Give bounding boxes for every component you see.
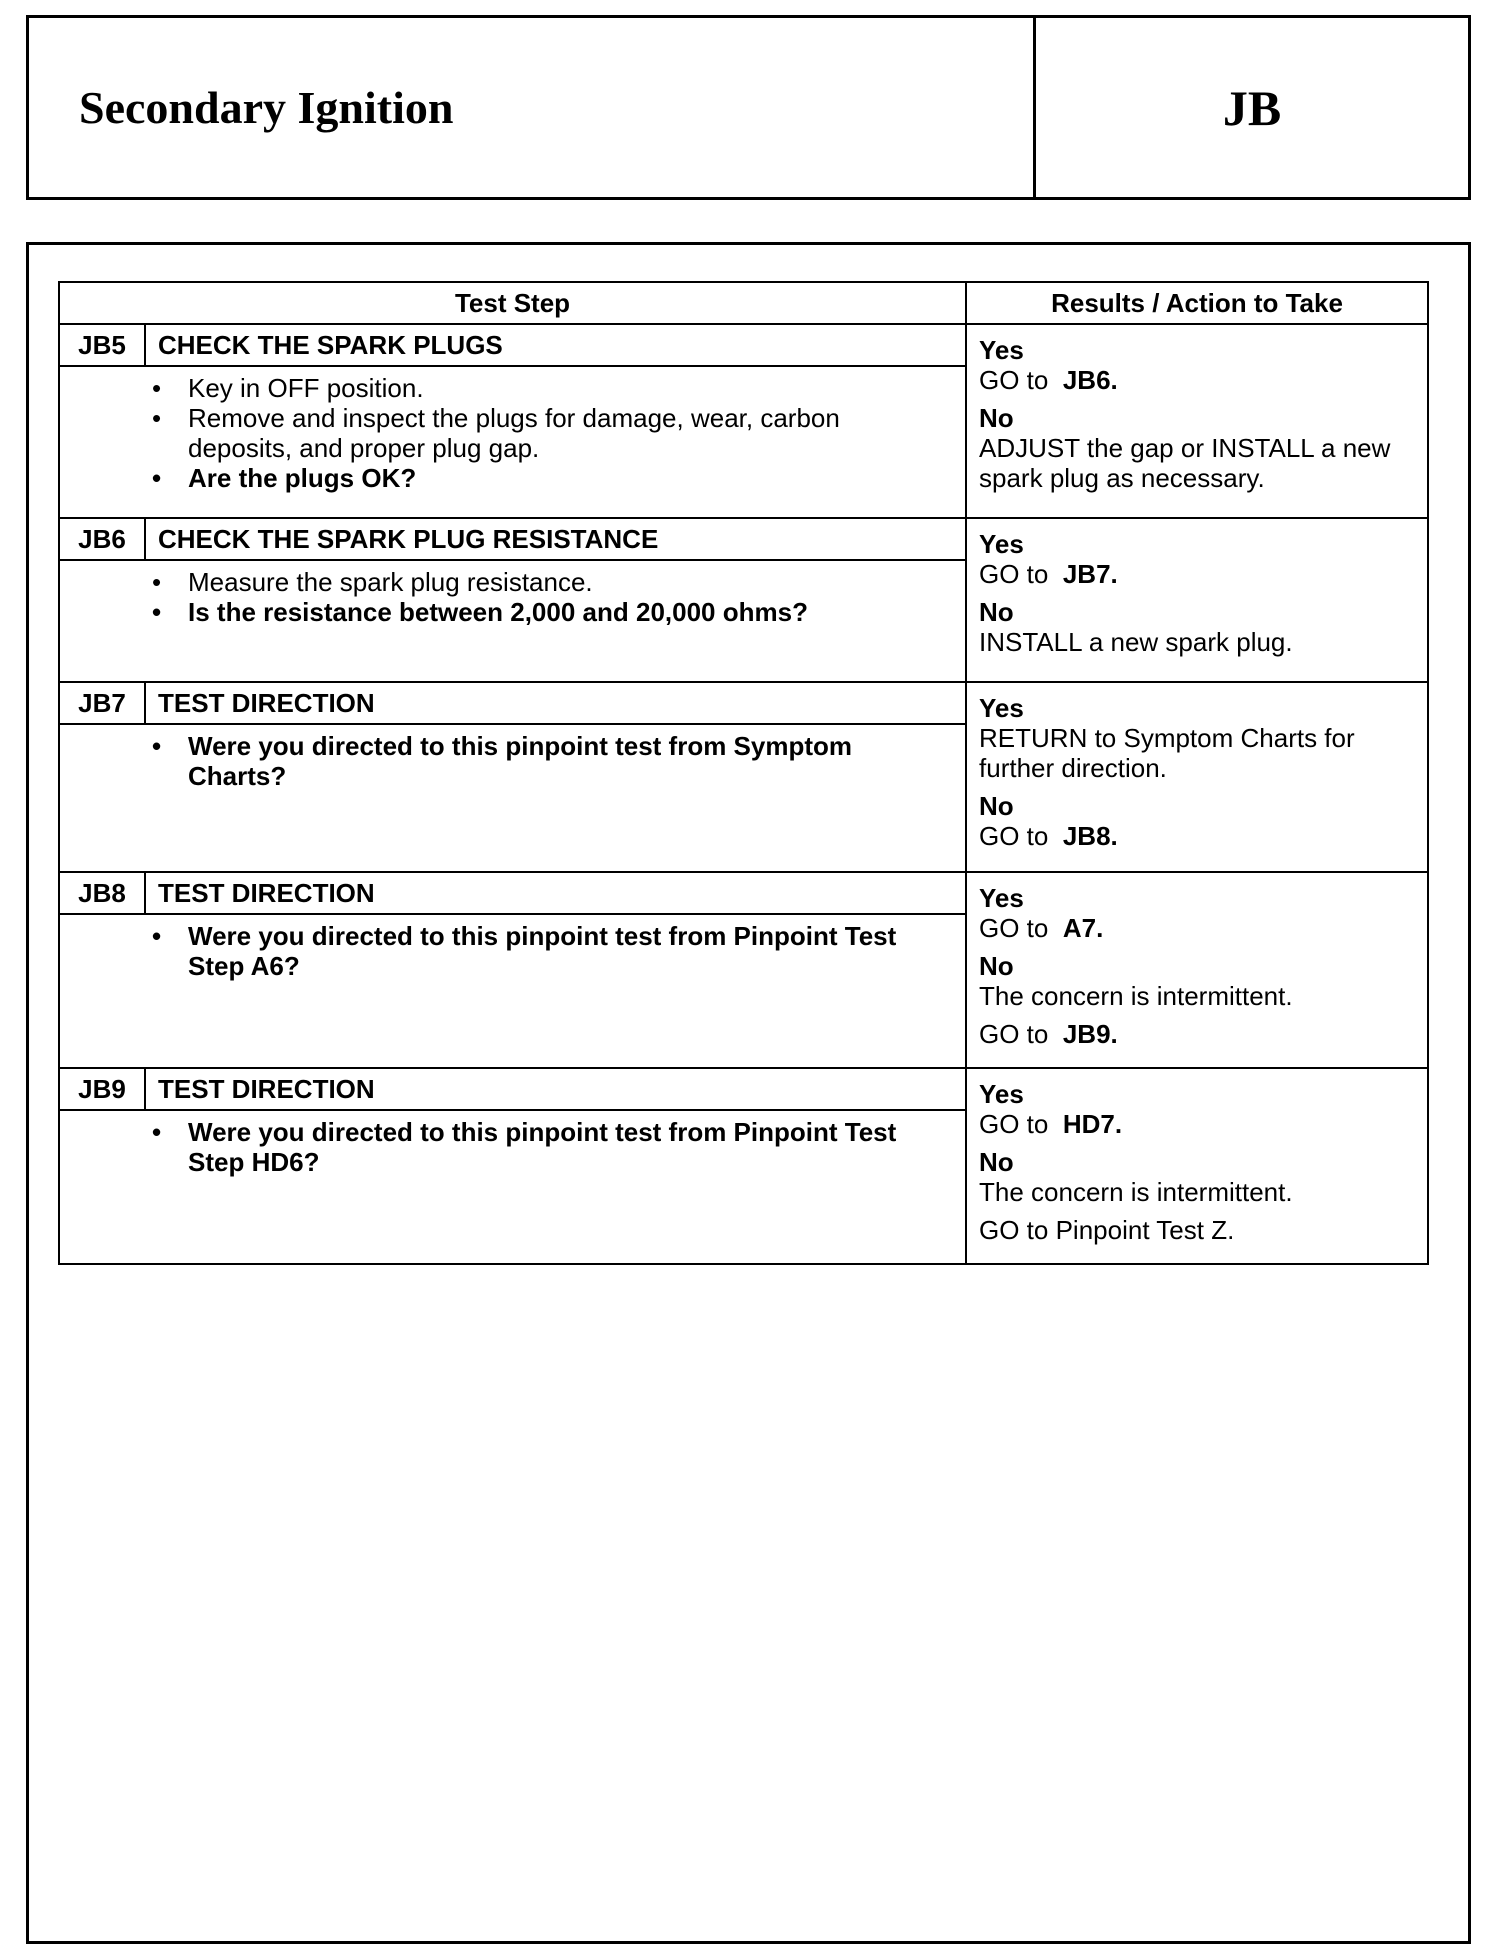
step-id: JB6 <box>59 518 145 560</box>
step-body <box>59 724 966 872</box>
step-id: JB5 <box>59 324 145 366</box>
step-title-row <box>59 682 1428 724</box>
step-question: • Were you directed to this pinpoint test from Pinpoint Test Step HD6? <box>152 1117 897 1177</box>
no-action-text: GO to <box>979 821 1049 851</box>
no-label: No <box>979 597 1014 627</box>
no-action-text: ADJUST the gap or INSTALL a new spark plug as necessary. <box>979 433 1391 493</box>
step-id: JB9 <box>59 1068 145 1110</box>
section-code: JB <box>1222 79 1282 136</box>
no-action <box>979 981 1415 1011</box>
step-results <box>966 324 1428 518</box>
step-instruction: • Remove and inspect the plugs for damage, wear, carbon deposits, and proper plug gap. <box>152 403 840 463</box>
page-title: Secondary Ignition <box>29 18 1036 197</box>
no-followup <box>979 1019 1415 1049</box>
no-label: No <box>979 403 1014 433</box>
yes-label: Yes <box>979 529 1024 559</box>
column-header-test-step: Test Step <box>59 282 966 324</box>
step-results <box>966 682 1428 872</box>
no-label: No <box>979 951 1014 981</box>
step-results <box>966 518 1428 682</box>
header-box <box>26 15 1471 200</box>
yes-label: Yes <box>979 335 1024 365</box>
yes-action <box>979 913 1415 943</box>
content-frame <box>26 242 1471 1944</box>
step-question: • Is the resistance between 2,000 and 20,000 ohms? <box>152 597 808 627</box>
no-label: No <box>979 791 1014 821</box>
step-title: CHECK THE SPARK PLUGS <box>145 324 966 366</box>
test-step-table <box>58 281 1429 1265</box>
step-title-row <box>59 872 1428 914</box>
yes-label: Yes <box>979 1079 1024 1109</box>
step-body <box>59 366 966 518</box>
step-body <box>59 560 966 682</box>
yes-label: Yes <box>979 693 1024 723</box>
yes-action <box>979 1109 1415 1139</box>
yes-action <box>979 723 1415 783</box>
no-action <box>979 821 1415 851</box>
yes-action-text: RETURN to Symptom Charts for further direction. <box>979 723 1355 783</box>
step-question: • Were you directed to this pinpoint test from Symptom Charts? <box>152 731 853 791</box>
column-header-results: Results / Action to Take <box>966 282 1428 324</box>
yes-action-text: GO to <box>979 559 1049 589</box>
no-label: No <box>979 1147 1014 1177</box>
step-instruction: • Measure the spark plug resistance. <box>152 567 593 597</box>
step-body <box>59 914 966 1068</box>
step-question: • Were you directed to this pinpoint test from Pinpoint Test Step A6? <box>152 921 897 981</box>
yes-target: JB7. <box>1062 559 1118 589</box>
table-header-row <box>59 282 1428 324</box>
yes-action <box>979 365 1415 395</box>
step-title: TEST DIRECTION <box>145 872 966 914</box>
step-results <box>966 1068 1428 1264</box>
no-action <box>979 627 1415 657</box>
step-title-row <box>59 324 1428 366</box>
step-title: TEST DIRECTION <box>145 682 966 724</box>
no-action <box>979 433 1415 493</box>
step-title: TEST DIRECTION <box>145 1068 966 1110</box>
no-followup-text: GO to <box>979 1019 1049 1049</box>
step-results <box>966 872 1428 1068</box>
yes-action-text: GO to <box>979 365 1049 395</box>
step-title-row <box>59 1068 1428 1110</box>
yes-action-text: GO to <box>979 913 1049 943</box>
step-title-row <box>59 518 1428 560</box>
step-instruction: • Key in OFF position. <box>152 373 424 403</box>
yes-action <box>979 559 1415 589</box>
yes-action-text: GO to <box>979 1109 1049 1139</box>
step-body <box>59 1110 966 1264</box>
no-followup-target: JB9. <box>1062 1019 1118 1049</box>
no-action-text: The concern is intermittent. <box>979 1177 1293 1207</box>
yes-target: HD7. <box>1062 1109 1123 1139</box>
step-id: JB7 <box>59 682 145 724</box>
step-question: • Are the plugs OK? <box>152 463 417 493</box>
yes-target: A7. <box>1062 913 1104 943</box>
no-action-text: The concern is intermittent. <box>979 981 1293 1011</box>
no-followup-text: GO to Pinpoint Test Z. <box>979 1215 1235 1245</box>
step-id: JB8 <box>59 872 145 914</box>
no-action <box>979 1177 1415 1207</box>
yes-label: Yes <box>979 883 1024 913</box>
no-target: JB8. <box>1062 821 1118 851</box>
no-followup <box>979 1215 1415 1245</box>
step-title: CHECK THE SPARK PLUG RESISTANCE <box>145 518 966 560</box>
yes-target: JB6. <box>1062 365 1118 395</box>
no-action-text: INSTALL a new spark plug. <box>979 627 1293 657</box>
